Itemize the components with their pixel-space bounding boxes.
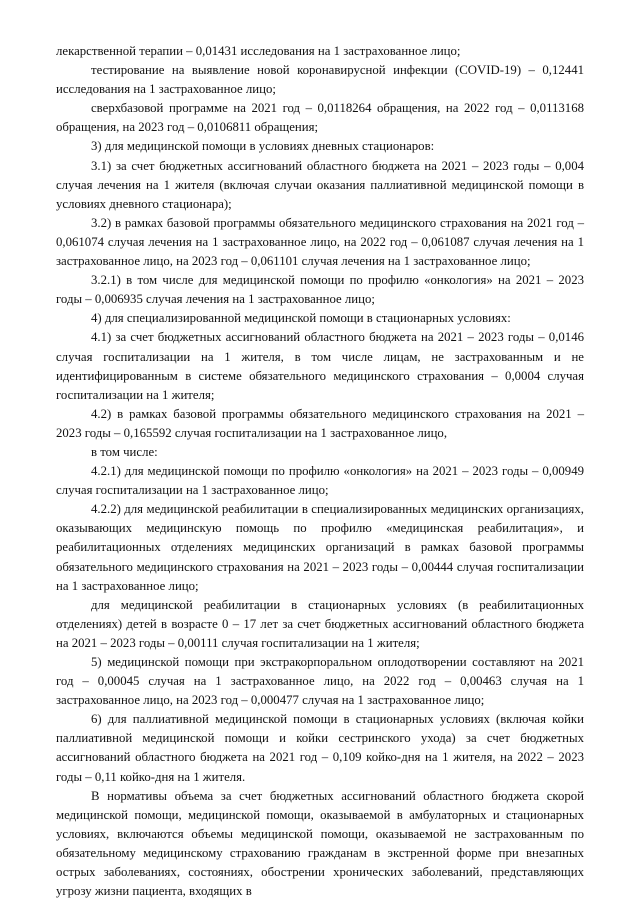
paragraph-11: в том числе: (91, 444, 158, 459)
paragraph-12: 4.2.1) для медицинской помощи по профилю «онкология» на 2021 – 2023 годы – 0,00949 случая госпитализации на 1 застрахованное лицо; (56, 464, 584, 498)
paragraph-17: В нормативы объема за счет бюджетных ассигнований областного бюджета скорой медицинской помощи, медицинской помощи, оказываемой в амбулаторных и стационарных условиях, включаются объемы медицинской помощи, оказываемой не застрахованным по обязательному медицинскому страхованию гражданам в экстренной форме при внезапных острых заболеваниях, состояниях, обострении хронических заболеваний, представляющих угрозу жизни пациента, входящих в (56, 788, 584, 899)
paragraph-4: 3) для медицинской помощи в условиях дневных стационаров: (91, 139, 435, 154)
paragraph-5: 3.1) за счет бюджетных ассигнований областного бюджета на 2021 – 2023 годы – 0,004 случая лечения на 1 жителя (включая случаи оказания паллиативной медицинской помощи в условиях дневного стационара); (56, 158, 584, 211)
paragraph-6: 3.2) в рамках базовой программы обязательного медицинского страхования на 2021 год – 0,061074 случая лечения на 1 застрахованное лицо, на 2022 год – 0,061087 случая лечения на 1 застрахованное лицо, на 2023 год – 0,061101 случая лечения на 1 застрахованное лицо; (56, 215, 584, 269)
paragraph-15: 5) медицинской помощи при экстракорпоральном оплодотворении составляют на 2021 год – 0,00045 случая на 1 застрахованное лицо, на 2022 год – 0,00463 случая на 1 застрахованное лицо, на 2023 год – 0,000477 случая на 1 застрахованное лицо; (56, 655, 584, 708)
paragraph-7: 3.2.1) в том числе для медицинской помощи по профилю «онкология» на 2021 – 2023 годы – 0,006935 случая лечения на 1 застрахованное лицо; (56, 273, 584, 307)
paragraph-16: 6) для паллиативной медицинской помощи в стационарных условиях (включая койки паллиативной медицинской помощи и койки сестринского ухода) за счет бюджетных ассигнований областного бюджета на 2021 год – 0,109 койко-дня на 1 жителя, на 2022 – 2023 годы – 0,11 койко-дня на 1 жителя. (56, 712, 584, 784)
paragraph-13: 4.2.2) для медицинской реабилитации в специализированных медицинских организациях, оказывающих медицинскую помощь по профилю «медицинская реабилитация», и реабилитационных отделениях медицинских организаций в рамках базовой программы обязательного медицинского страхования на 2021 – 2023 годы – 0,00444 случая госпитализации на 1 застрахованное лицо; (56, 502, 584, 593)
paragraph-8: 4) для специализированной медицинской помощи в стационарных условиях: (91, 311, 511, 326)
paragraph-1: лекарственной терапии – 0,01431 исследования на 1 застрахованное лицо; (56, 44, 461, 58)
paragraph-9: 4.1) за счет бюджетных ассигнований областного бюджета на 2021 – 2023 годы – 0,0146 случая госпитализации на 1 жителя, в том числе лицам, не застрахованным и не идентифицированным в системе обязательного медицинского страхования – 0,0004 случая госпитализации на 1 жителя; (56, 330, 584, 402)
document-page (56, 42, 584, 901)
paragraph-3: сверхбазовой программе на 2021 год – 0,0118264 обращения, на 2022 год – 0,0113168 обращения, на 2023 год – 0,0106811 обращения; (56, 101, 584, 135)
paragraph-10: 4.2) в рамках базовой программы обязательного медицинского страхования на 2021 – 2023 годы – 0,165592 случая госпитализации на 1 застрахованное лицо, (56, 406, 584, 440)
paragraph-2: тестирование на выявление новой коронавирусной инфекции (COVID-19) – 0,12441 исследования на 1 застрахованное лицо; (56, 63, 584, 97)
paragraph-14: для медицинской реабилитации в стационарных условиях (в реабилитационных отделениях) детей в возрасте 0 – 17 лет за счет бюджетных ассигнований областного бюджета на 2021 – 2023 годы – 0,00111 случая госпитализации на 1 жителя; (56, 597, 584, 650)
